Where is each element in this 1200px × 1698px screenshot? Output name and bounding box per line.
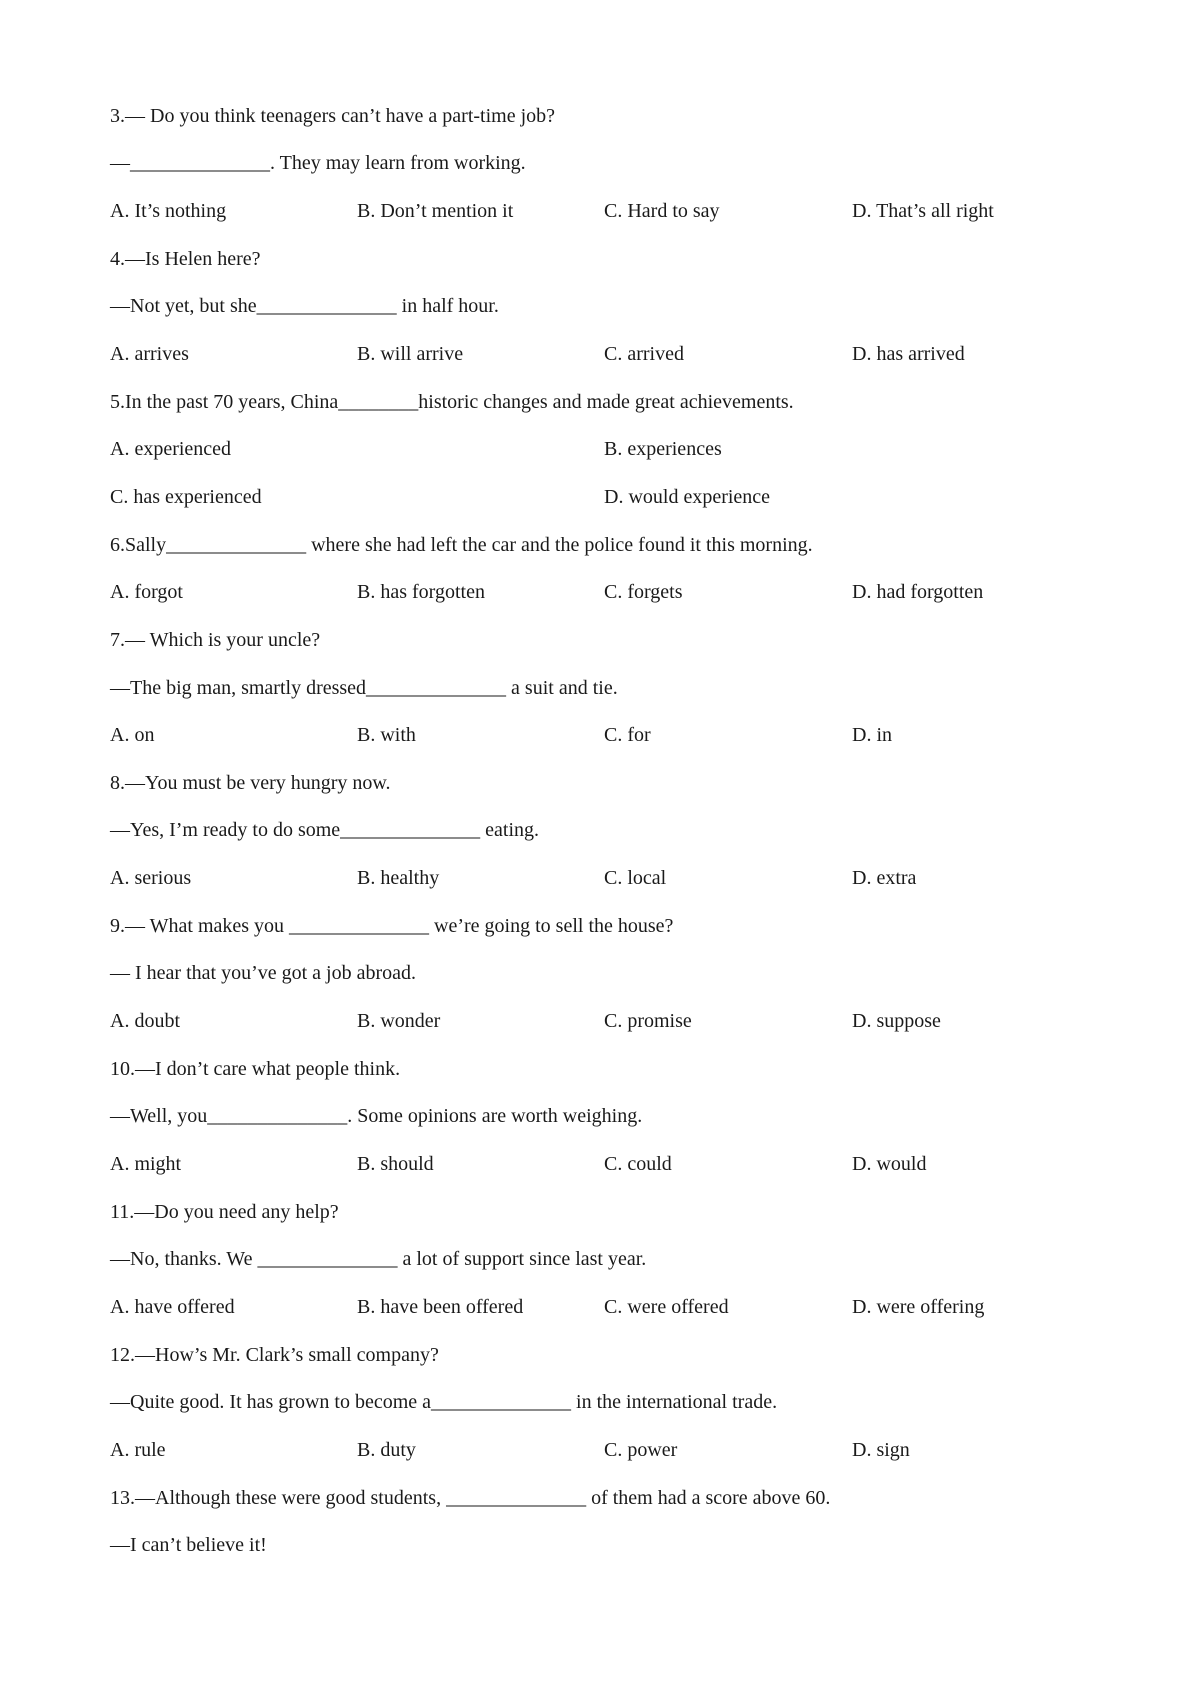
question-10-option-d: D. would bbox=[852, 1153, 927, 1175]
question-10-option-c: C. could bbox=[604, 1153, 672, 1175]
question-5-option-a: A. experienced bbox=[110, 438, 232, 460]
question-6-option-d: D. had forgotten bbox=[852, 581, 984, 603]
question-3-option-b: B. Don’t mention it bbox=[357, 200, 514, 222]
question-3-option-c: C. Hard to say bbox=[604, 200, 720, 222]
question-7-option-b: B. with bbox=[357, 724, 416, 746]
question-9-option-d: D. suppose bbox=[852, 1010, 941, 1032]
question-3-option-a: A. It’s nothing bbox=[110, 200, 227, 222]
question-5-option-d: D. would experience bbox=[604, 486, 771, 508]
question-6-option-a: A. forgot bbox=[110, 581, 183, 603]
question-4-option-c: C. arrived bbox=[604, 343, 684, 365]
question-5-option-c: C. has experienced bbox=[110, 486, 262, 508]
question-9-option-b: B. wonder bbox=[357, 1010, 441, 1032]
question-12-option-d: D. sign bbox=[852, 1439, 910, 1461]
question-6-stem: 6.Sally______________ where she had left the car and the police found it this morning. bbox=[110, 534, 813, 556]
question-5-stem: 5.In the past 70 years, China________historic changes and made great achievements. bbox=[110, 391, 794, 413]
question-7-answer: —The big man, smartly dressed______________ a suit and tie. bbox=[110, 677, 618, 699]
question-12-stem: 12.—How’s Mr. Clark’s small company? bbox=[110, 1344, 439, 1366]
question-11-option-c: C. were offered bbox=[604, 1296, 729, 1318]
question-4-option-a: A. arrives bbox=[110, 343, 189, 365]
question-8-stem: 8.—You must be very hungry now. bbox=[110, 772, 391, 794]
question-10-option-a: A. might bbox=[110, 1153, 182, 1175]
question-8-answer: —Yes, I’m ready to do some______________ eating. bbox=[110, 819, 540, 841]
question-7-option-d: D. in bbox=[852, 724, 892, 746]
question-11-answer: —No, thanks. We ______________ a lot of support since last year. bbox=[110, 1248, 647, 1270]
question-10-stem: 10.—I don’t care what people think. bbox=[110, 1058, 401, 1080]
question-8-option-b: B. healthy bbox=[357, 867, 440, 889]
question-10-option-b: B. should bbox=[357, 1153, 434, 1175]
question-11-option-a: A. have offered bbox=[110, 1296, 235, 1318]
question-12-option-a: A. rule bbox=[110, 1439, 166, 1461]
question-13-answer: —I can’t believe it! bbox=[110, 1534, 267, 1556]
question-9-option-c: C. promise bbox=[604, 1010, 692, 1032]
question-11-option-b: B. have been offered bbox=[357, 1296, 524, 1318]
question-7-option-c: C. for bbox=[604, 724, 651, 746]
question-12-answer: —Quite good. It has grown to become a______________ in the international trade. bbox=[110, 1391, 778, 1413]
question-8-option-c: C. local bbox=[604, 867, 667, 889]
question-9-answer: — I hear that you’ve got a job abroad. bbox=[110, 962, 417, 984]
question-8-option-a: A. serious bbox=[110, 867, 192, 889]
question-3-option-d: D. That’s all right bbox=[852, 200, 994, 222]
question-3-stem: 3.— Do you think teenagers can’t have a part-time job? bbox=[110, 105, 556, 127]
question-3-answer: —______________. They may learn from working. bbox=[110, 152, 526, 174]
question-4-option-b: B. will arrive bbox=[357, 343, 464, 365]
question-5-option-b: B. experiences bbox=[604, 438, 722, 460]
question-8-option-d: D. extra bbox=[852, 867, 917, 889]
question-4-option-d: D. has arrived bbox=[852, 343, 965, 365]
question-12-option-b: B. duty bbox=[357, 1439, 416, 1461]
question-9-option-a: A. doubt bbox=[110, 1010, 180, 1032]
question-11-option-d: D. were offering bbox=[852, 1296, 985, 1318]
question-10-answer: —Well, you______________. Some opinions are worth weighing. bbox=[110, 1105, 643, 1127]
question-11-stem: 11.—Do you need any help? bbox=[110, 1201, 339, 1223]
question-6-option-b: B. has forgotten bbox=[357, 581, 485, 603]
question-12-option-c: C. power bbox=[604, 1439, 678, 1461]
question-7-stem: 7.— Which is your uncle? bbox=[110, 629, 321, 651]
question-9-stem: 9.— What makes you ______________ we’re going to sell the house? bbox=[110, 915, 674, 937]
question-6-option-c: C. forgets bbox=[604, 581, 683, 603]
question-13-stem: 13.—Although these were good students, ______________ of them had a score above 60. bbox=[110, 1487, 831, 1509]
question-7-option-a: A. on bbox=[110, 724, 155, 746]
question-4-stem: 4.—Is Helen here? bbox=[110, 248, 261, 270]
question-4-answer: —Not yet, but she______________ in half hour. bbox=[110, 295, 499, 317]
